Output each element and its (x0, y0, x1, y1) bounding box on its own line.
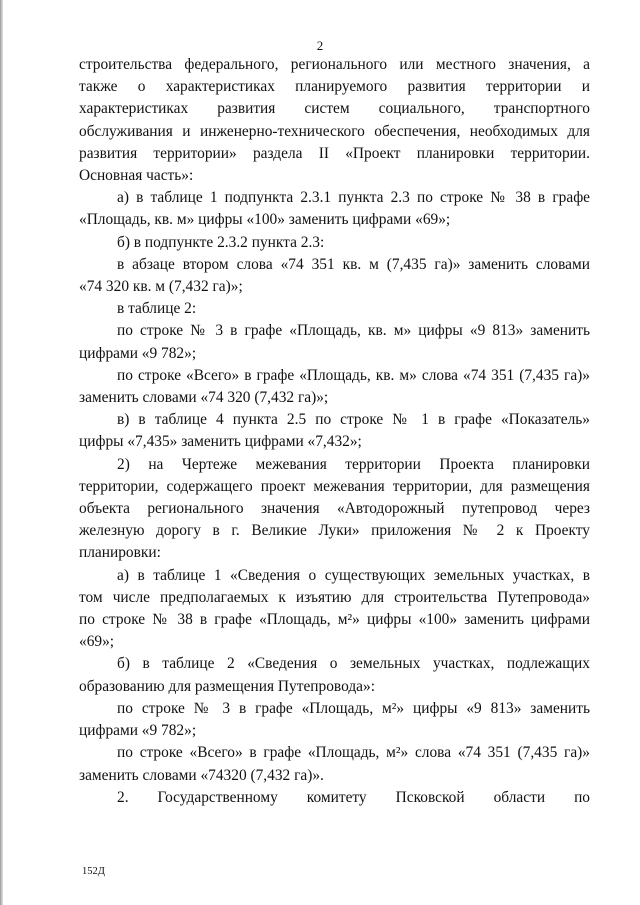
text-line: в абзаце втором слова «74 351 кв. м (7,435 га)» заменить словами (117, 255, 590, 273)
text-line: «Площадь, кв. м» цифры «100» заменить цифрами «69»; (79, 211, 451, 229)
text-line: характеристиках развития систем социального, транспортного (79, 100, 590, 118)
document-code: 152Д (82, 866, 105, 877)
text-line: по строке «Всего» в графе «Площадь, м²» слова «74 351 (7,435 га)» (117, 744, 590, 762)
text-line: в таблице 2: (117, 300, 197, 318)
text-line: заменить словами «74320 (7,432 га)». (79, 766, 324, 784)
page-edge (0, 0, 3, 905)
text-line: том числе предполагаемых к изъятию для строительства Путепровода» (79, 588, 590, 606)
text-line: территории, содержащего проект межевания территории, для размещения (79, 477, 590, 495)
text-line: образованию для размещения Путепровода»: (79, 677, 375, 695)
text-line: Основная часть»: (79, 167, 194, 185)
text-line: б) в подпункте 2.3.2 пункта 2.3: (117, 233, 325, 251)
text-line: «74 320 кв. м (7,432 га)»; (79, 278, 243, 296)
text-line: по строке № 3 в графе «Площадь, кв. м» цифры «9 813» заменить (117, 322, 590, 340)
text-line: цифрами «9 782»; (79, 344, 197, 362)
text-line: планировки: (79, 544, 161, 562)
text-line: по строке № 3 в графе «Площадь, м²» цифры «9 813» заменить (117, 699, 590, 717)
text-line: заменить словами «74 320 (7,432 га)»; (79, 389, 329, 407)
text-line: также о характеристиках планируемого развития территории и (79, 78, 590, 96)
text-line: железную дорогу в г. Великие Луки» приложения № 2 к Проекту (79, 522, 590, 540)
text-line: развития территории» раздела II «Проект планировки территории. (79, 144, 590, 162)
text-line: по строке «Всего» в графе «Площадь, кв. м» слова «74 351 (7,435 га)» (117, 366, 590, 384)
text-line: 2. Государственному комитету Псковской области по (117, 788, 590, 806)
page-number: 2 (316, 38, 324, 53)
text-line: б) в таблице 2 «Сведения о земельных участках, подлежащих (117, 655, 590, 673)
text-line: 2) на Чертеже межевания территории Проекта планировки (117, 455, 590, 473)
text-line: а) в таблице 1 подпункта 2.3.1 пункта 2.3 по строке № 38 в графе (117, 189, 590, 207)
text-line: строительства федерального, регионального или местного значения, а (79, 56, 590, 73)
text-line: объекта регионального значения «Автодорожный путепровод через (79, 500, 590, 518)
text-line: цифрами «9 782»; (79, 722, 197, 740)
text-line: по строке № 38 в графе «Площадь, м²» цифры «100» заменить цифрами (79, 611, 590, 629)
text-line: а) в таблице 1 «Сведения о существующих земельных участках, в (117, 566, 590, 584)
text-line: обслуживания и инженерно-технического обеспечения, необходимых для (79, 122, 590, 140)
text-line: в) в таблице 4 пункта 2.5 по строке № 1 в графе «Показатель» (117, 411, 590, 429)
text-line: «69»; (79, 633, 115, 651)
document-body (79, 54, 590, 809)
text-line: цифры «7,435» заменить цифрами «7,432»; (79, 433, 362, 451)
